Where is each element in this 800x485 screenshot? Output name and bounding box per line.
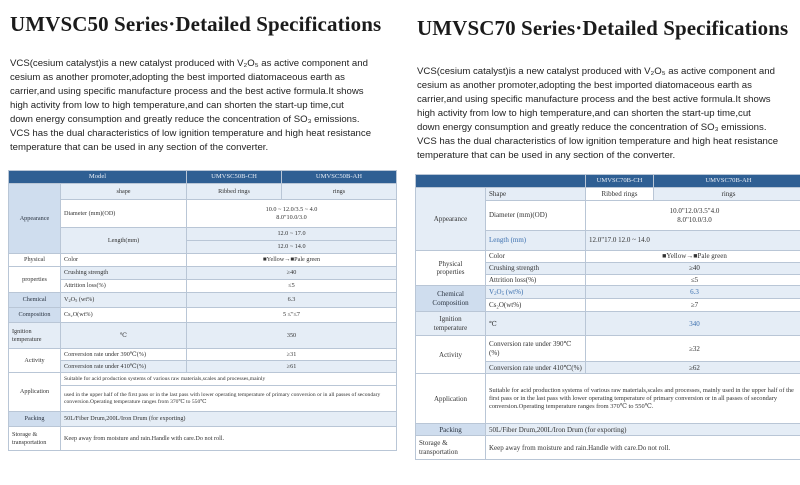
storage-label — [416, 436, 486, 460]
crushing-value: ≥40 — [187, 267, 397, 280]
length-value: 12.0 ~ 17.0 — [187, 228, 397, 241]
intro-line: cesium as another promoter,adopting the best imported diatomaceous earth as — [10, 72, 345, 83]
intro-line: carrier,and using specific manufacture process and the best active formula.It shows — [417, 94, 771, 105]
table-row — [416, 424, 800, 436]
attrition-value: ≤5 — [586, 274, 800, 286]
ignition-unit: ℃ — [61, 323, 187, 349]
conv390-value: ≥31 — [187, 349, 397, 361]
table-row — [9, 280, 397, 293]
application-label: Application — [9, 373, 61, 412]
intro-line: carrier,and using specific manufacture process and the best active formula.It shows — [10, 86, 364, 97]
properties-label: properties — [9, 267, 61, 293]
model-b-header: UMVSC50B-AH — [282, 171, 397, 184]
model-header — [416, 175, 586, 188]
composition-label: Composition — [432, 298, 469, 307]
conv390-value: ≥32 — [586, 336, 800, 362]
table-row — [9, 412, 397, 427]
intro-paragraph — [417, 65, 800, 163]
intro-line: temperature that can be used in any section of the converter. — [10, 142, 269, 153]
color-value: ■Yellow→■Pale green — [586, 251, 800, 263]
chemical-composition-label — [416, 286, 486, 312]
model-b-header: UMVSC70B-AH — [654, 175, 800, 188]
chemical-label: Chemical — [437, 290, 464, 299]
appearance-label: Appearance — [416, 188, 486, 251]
diameter-value-line: 10.0"12.0/3.5"4.0 — [669, 206, 720, 215]
storage-label-line: Storage & — [12, 430, 38, 438]
intro-line: down energy consumption and greatly reduce the concentration of SO₃ emissions. — [417, 122, 767, 133]
page-title: UMVSC50 Series·Detailed Specifications — [10, 12, 382, 36]
table-row — [9, 323, 397, 349]
table-header-row — [416, 175, 800, 188]
shape-value-b: rings — [282, 184, 397, 200]
diameter-value-line: 8.0"10.0/3.0 — [677, 215, 712, 224]
shape-label: shape — [61, 184, 187, 200]
application-value: used in the upper half of the first pass or in the last pass with lower operating temperature of primary conversion or in all passes of secondary conversion.Operating temperature ranges from 370℃ to 550℃ — [61, 386, 397, 412]
physical-properties-label — [416, 251, 486, 286]
packing-label: Packing — [416, 424, 486, 436]
v2o5-value: 6.3 — [586, 286, 800, 299]
model-a-header: UMVSC70B-CH — [586, 175, 654, 188]
table-row — [416, 336, 800, 362]
shape-value-a: Ribbed rings — [586, 188, 654, 201]
diameter-label: Diameter (mm)(OD) — [486, 201, 586, 231]
table-row — [416, 286, 800, 299]
diameter-value-line: 10.0 ~ 12.0/3.5 ~ 4.0 — [265, 205, 318, 213]
table-row — [416, 188, 800, 201]
ignition-unit: ℃ — [486, 312, 586, 336]
appearance-label: Appearance — [9, 184, 61, 254]
packing-label: Packing — [9, 412, 61, 427]
table-row — [9, 200, 397, 228]
table-row — [9, 267, 397, 280]
attrition-label: Attrition loss(%) — [61, 280, 187, 293]
storage-label-line: transportation — [419, 447, 458, 456]
color-label: Color — [486, 251, 586, 263]
packing-value: 50L/Fiber Drum,200L/Iron Drum (for exporting) — [486, 424, 800, 436]
packing-value: 50L/Fiber Drum,200L/Iron Drum (for exporting) — [61, 412, 397, 427]
conv410-value: ≥62 — [586, 362, 800, 374]
diameter-value — [187, 200, 397, 228]
crushing-value: ≥40 — [586, 262, 800, 274]
table-row — [416, 436, 800, 460]
cs2o-value: ≥7 — [586, 299, 800, 312]
table-row — [416, 312, 800, 336]
storage-label-line: Storage & — [419, 439, 448, 448]
attrition-value: ≤5 — [187, 280, 397, 293]
activity-label: Activity — [9, 349, 61, 373]
shape-value-b: rings — [654, 188, 800, 201]
table-row — [416, 251, 800, 263]
ignition-label — [416, 312, 486, 336]
color-label: Color — [61, 254, 187, 267]
v2o5-label: $V_2O_5$ (wt%) — [61, 293, 187, 308]
table-row — [9, 184, 397, 200]
storage-value: Keep away from moisture and rain.Handle with care.Do not roll. — [61, 427, 397, 451]
cs2o-value: 5 ≤"≤7 — [187, 308, 397, 323]
conv390-label — [486, 336, 586, 362]
ignition-label-line: Ignition — [439, 315, 462, 324]
conv390-label-line: Conversion rate under 390℃ — [489, 340, 572, 349]
table-row — [9, 386, 397, 412]
cs2o-label: Cs₂O(wt%) — [486, 299, 586, 312]
physical-label: Physical — [9, 254, 61, 267]
properties-label: properties — [436, 268, 465, 277]
ignition-label-line: Ignition — [12, 327, 32, 335]
table-row — [9, 293, 397, 308]
table-row — [9, 308, 397, 323]
conv410-value: ≥61 — [187, 361, 397, 373]
spec-panel-umvsc50 — [8, 0, 400, 485]
physical-label: Physical — [438, 259, 463, 268]
page-title: UMVSC70 Series·Detailed Specifications — [417, 16, 789, 40]
intro-line: VCS(cesium catalyst)is a new catalyst produced with V₂O₅ as active component and — [10, 58, 368, 69]
intro-line: VCS(cesium catalyst)is a new catalyst produced with V₂O₅ as active component and — [417, 66, 775, 77]
ignition-label — [9, 323, 61, 349]
composition-label: Composition — [9, 308, 61, 323]
chemical-label: Chemical — [9, 293, 61, 308]
table-row — [416, 374, 800, 424]
table-row — [9, 427, 397, 451]
table-row — [9, 361, 397, 373]
storage-value: Keep away from moisture and rain.Handle with care.Do not roll. — [486, 436, 800, 460]
table-header-row — [9, 171, 397, 184]
intro-line: temperature that can be used in any section of the converter. — [417, 150, 676, 161]
crushing-label: Crushing strength — [61, 267, 187, 280]
length-value: 12.0"17.0 12.0 ~ 14.0 — [586, 231, 800, 251]
conv390-label: Conversion rate under 390℃(%) — [61, 349, 187, 361]
conv410-label: Conversion rate under 410℃(%) — [61, 361, 187, 373]
length-label: Length(mm) — [61, 228, 187, 254]
ignition-label-line: temperature — [12, 335, 42, 343]
ignition-value: 350 — [187, 323, 397, 349]
activity-label: Activity — [416, 336, 486, 374]
ignition-value: 340 — [586, 312, 800, 336]
ignition-label-line: temperature — [433, 323, 468, 332]
model-header: Model — [9, 171, 187, 184]
spec-panel-umvsc70 — [415, 0, 800, 485]
diameter-value — [586, 201, 800, 231]
table-row — [9, 254, 397, 267]
cs2o-label: Cs₂O(wt%) — [61, 308, 187, 323]
application-value: Suitable for acid production systems of various raw materials,scales and processes, mainly used in the upper half of the first pass or in the last pass with lower operating temperature of primary conversion or in all passes of secondary conversion.Operating temperature ranges from 370℃ to 550℃. — [486, 374, 800, 424]
attrition-label: Attrition loss(%) — [486, 274, 586, 286]
intro-line: VCS has the dual characteristics of low ignition temperature and high heat resistance — [10, 128, 372, 139]
color-value: ■Yellow→■Pale green — [187, 254, 397, 267]
table-row — [9, 373, 397, 386]
application-label: Application — [416, 374, 486, 424]
intro-line: down energy consumption and greatly reduce the concentration of SO₃ emissions. — [10, 114, 360, 125]
shape-label: Shape — [486, 188, 586, 201]
crushing-label: Crushing strength — [486, 262, 586, 274]
v2o5-value: 6.3 — [187, 293, 397, 308]
spec-table — [415, 174, 800, 460]
table-row — [9, 228, 397, 241]
conv390-label-line: (%) — [489, 348, 500, 357]
spec-table — [8, 170, 397, 451]
length-value: 12.0 ~ 14.0 — [187, 241, 397, 254]
diameter-value-line: 8.0"10.0/3.0 — [276, 213, 307, 221]
intro-line: high activity from low to high temperature,and can shorten the start-up time,cut — [10, 100, 344, 111]
shape-value-a: Ribbed rings — [187, 184, 282, 200]
intro-line: VCS has the dual characteristics of low ignition temperature and high heat resistance — [417, 136, 779, 147]
storage-label — [9, 427, 61, 451]
application-value: Suitable for acid production systems of various raw materials,scales and processes,mainly — [61, 373, 397, 386]
table-row — [9, 349, 397, 361]
model-a-header: UMVSC50B-CH — [187, 171, 282, 184]
intro-paragraph — [10, 57, 398, 155]
intro-line: cesium as another promoter,adopting the best imported diatomaceous earth as — [417, 80, 752, 91]
storage-label-line: transportation — [12, 438, 47, 446]
conv410-label: Conversion rate under 410℃(%) — [486, 362, 586, 374]
diameter-label: Diameter (mm)(OD) — [61, 200, 187, 228]
v2o5-label: $V_2O_5$ (wt%) — [486, 286, 586, 299]
length-label: Length (mm) — [486, 231, 586, 251]
intro-line: high activity from low to high temperature,and can shorten the start-up time,cut — [417, 108, 751, 119]
